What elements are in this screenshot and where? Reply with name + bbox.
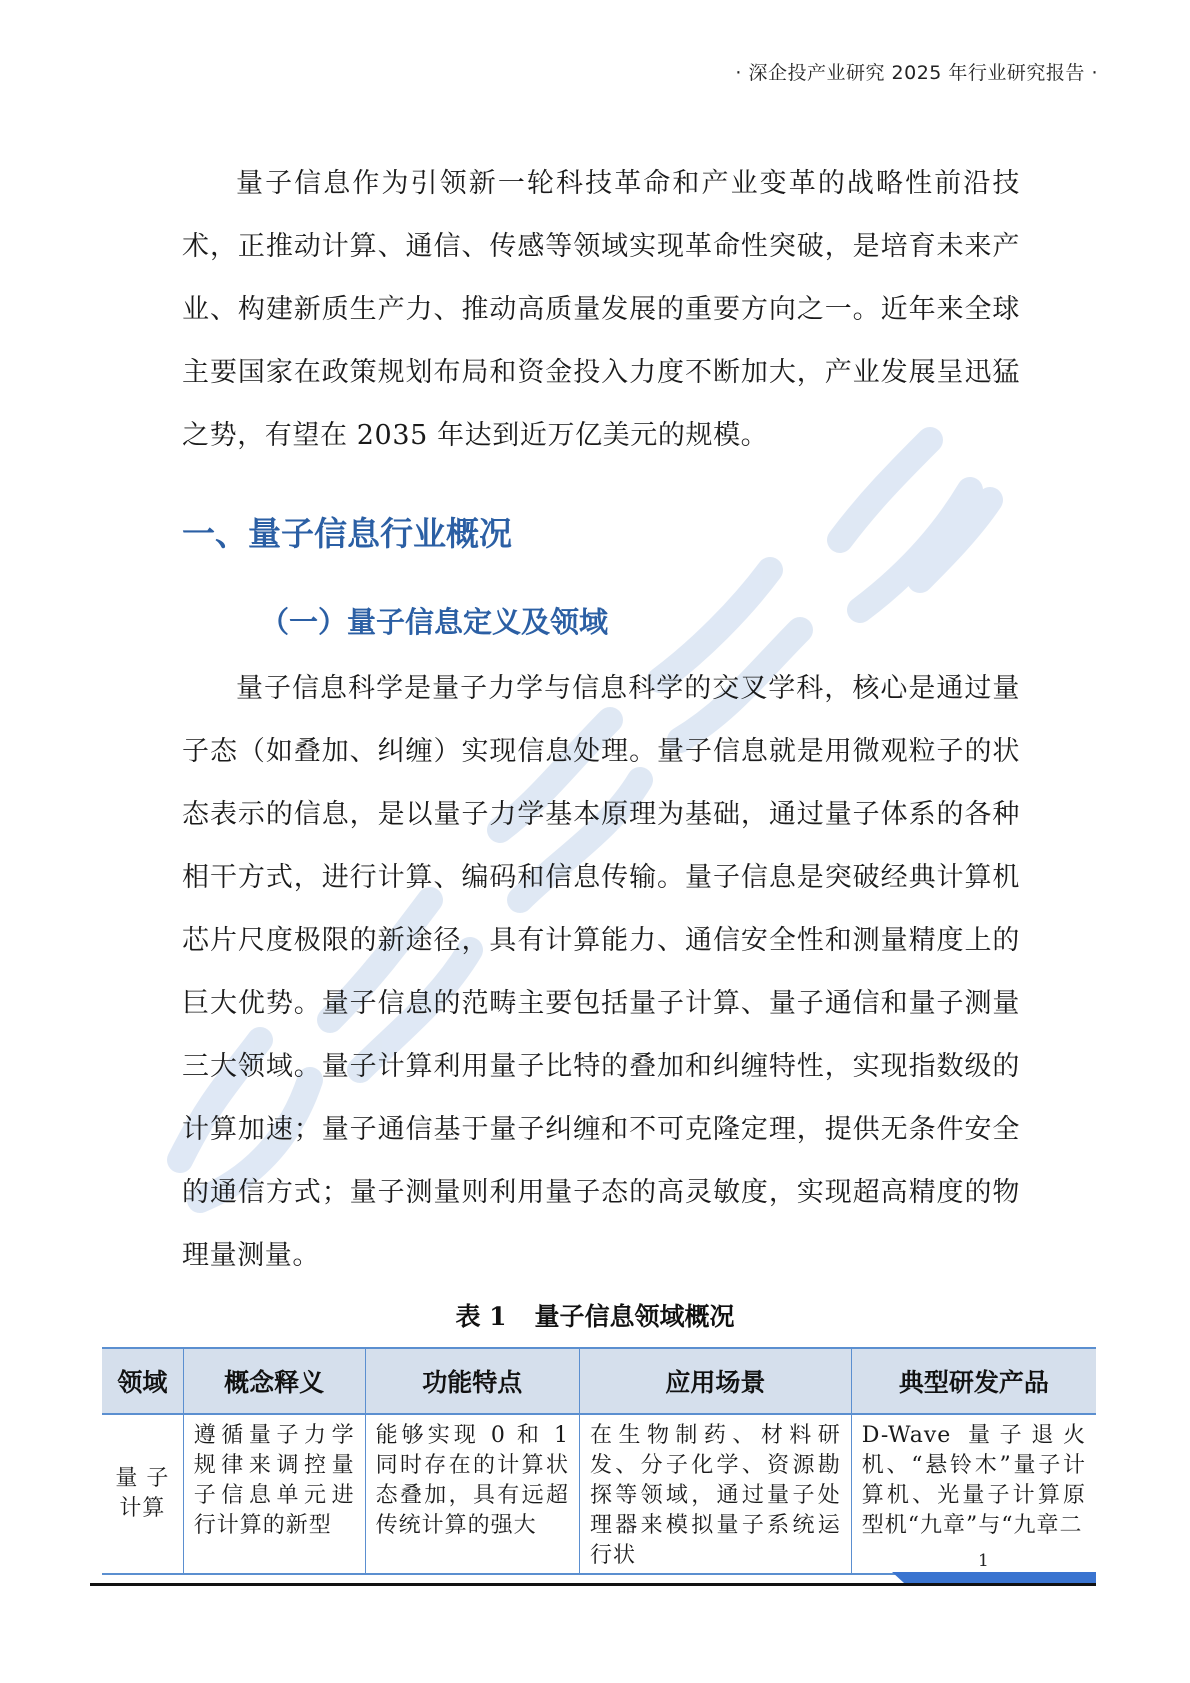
table-cell-concept: 遵循量子力学规律来调控量子信息单元进行计算的新型 <box>183 1414 365 1574</box>
section-heading: 一、量子信息行业概况 <box>182 514 512 553</box>
table-cell-domain: 量 子 计算 <box>102 1414 183 1574</box>
footer-rule <box>90 1583 1096 1586</box>
definition-paragraph: 量子信息科学是量子力学与信息科学的交叉学科，核心是通过量子态（如叠加、纠缠）实现信息处理。量子信息就是用微观粒子的状态表示的信息，是以量子力学基本原理为基础，通过量子体系的各种相干方式，进行计算、编码和信息传输。量子信息是突破经典计算机芯片尺度极限的新途径，具有计算能力、通信安全性和测量精度上的巨大优势。量子信息的范畴主要包括量子计算、量子通信和量子测量三大领域。量子计算利用量子比特的叠加和纠缠特性，实现指数级的计算加速；量子通信基于量子纠缠和不可克隆定理，提供无条件安全的通信方式；量子测量则利用量子态的高灵敏度，实现超高精度的物理量测量。 <box>182 673 1020 1271</box>
table-cell-products: D-Wave 量子退火机、“悬铃木”量子计算机、光量子计算原型机“九章”与“九章二 <box>851 1414 1096 1574</box>
table-header-cell: 概念释义 <box>183 1348 365 1414</box>
table-cell-features: 能够实现 0 和 1 同时存在的计算状态叠加，具有远超传统计算的强大 <box>365 1414 579 1574</box>
table-header-row <box>102 1348 1096 1414</box>
table-caption-number: 表 1 <box>455 1302 507 1331</box>
intro-paragraph: 量子信息作为引领新一轮科技革命和产业变革的战略性前沿技术，正推动计算、通信、传感等领域实现革命性突破，是培育未来产业、构建新质生产力、推动高质量发展的重要方向之一。近年来全球主要国家在政策规划布局和资金投入力度不断加大，产业发展呈迅猛之势，有望在 2035 年达到近万亿美元的规模。 <box>182 168 1020 451</box>
page-number: 1 <box>978 1551 989 1571</box>
quantum-domain-table <box>102 1347 1096 1575</box>
table-caption <box>0 1297 1190 1333</box>
table-header-cell: 典型研发产品 <box>851 1348 1096 1414</box>
table-header-cell: 功能特点 <box>365 1348 579 1414</box>
table-row <box>102 1414 1096 1574</box>
table-cell-scenarios: 在生物制药、材料研发、分子化学、资源勘探等领域，通过量子处理器来模拟量子系统运行状 <box>580 1414 852 1574</box>
report-header-title: · 深企投产业研究 2025 年行业研究报告 · <box>735 62 1098 84</box>
table-header-cell: 应用场景 <box>580 1348 852 1414</box>
table-caption-title: 量子信息领域概况 <box>534 1302 735 1331</box>
table-header-cell: 领域 <box>102 1348 183 1414</box>
definition-section <box>182 657 1020 1287</box>
intro-section <box>182 152 1020 467</box>
footer-accent-shape <box>892 1572 1096 1583</box>
subsection-heading: （一）量子信息定义及领域 <box>260 605 609 639</box>
